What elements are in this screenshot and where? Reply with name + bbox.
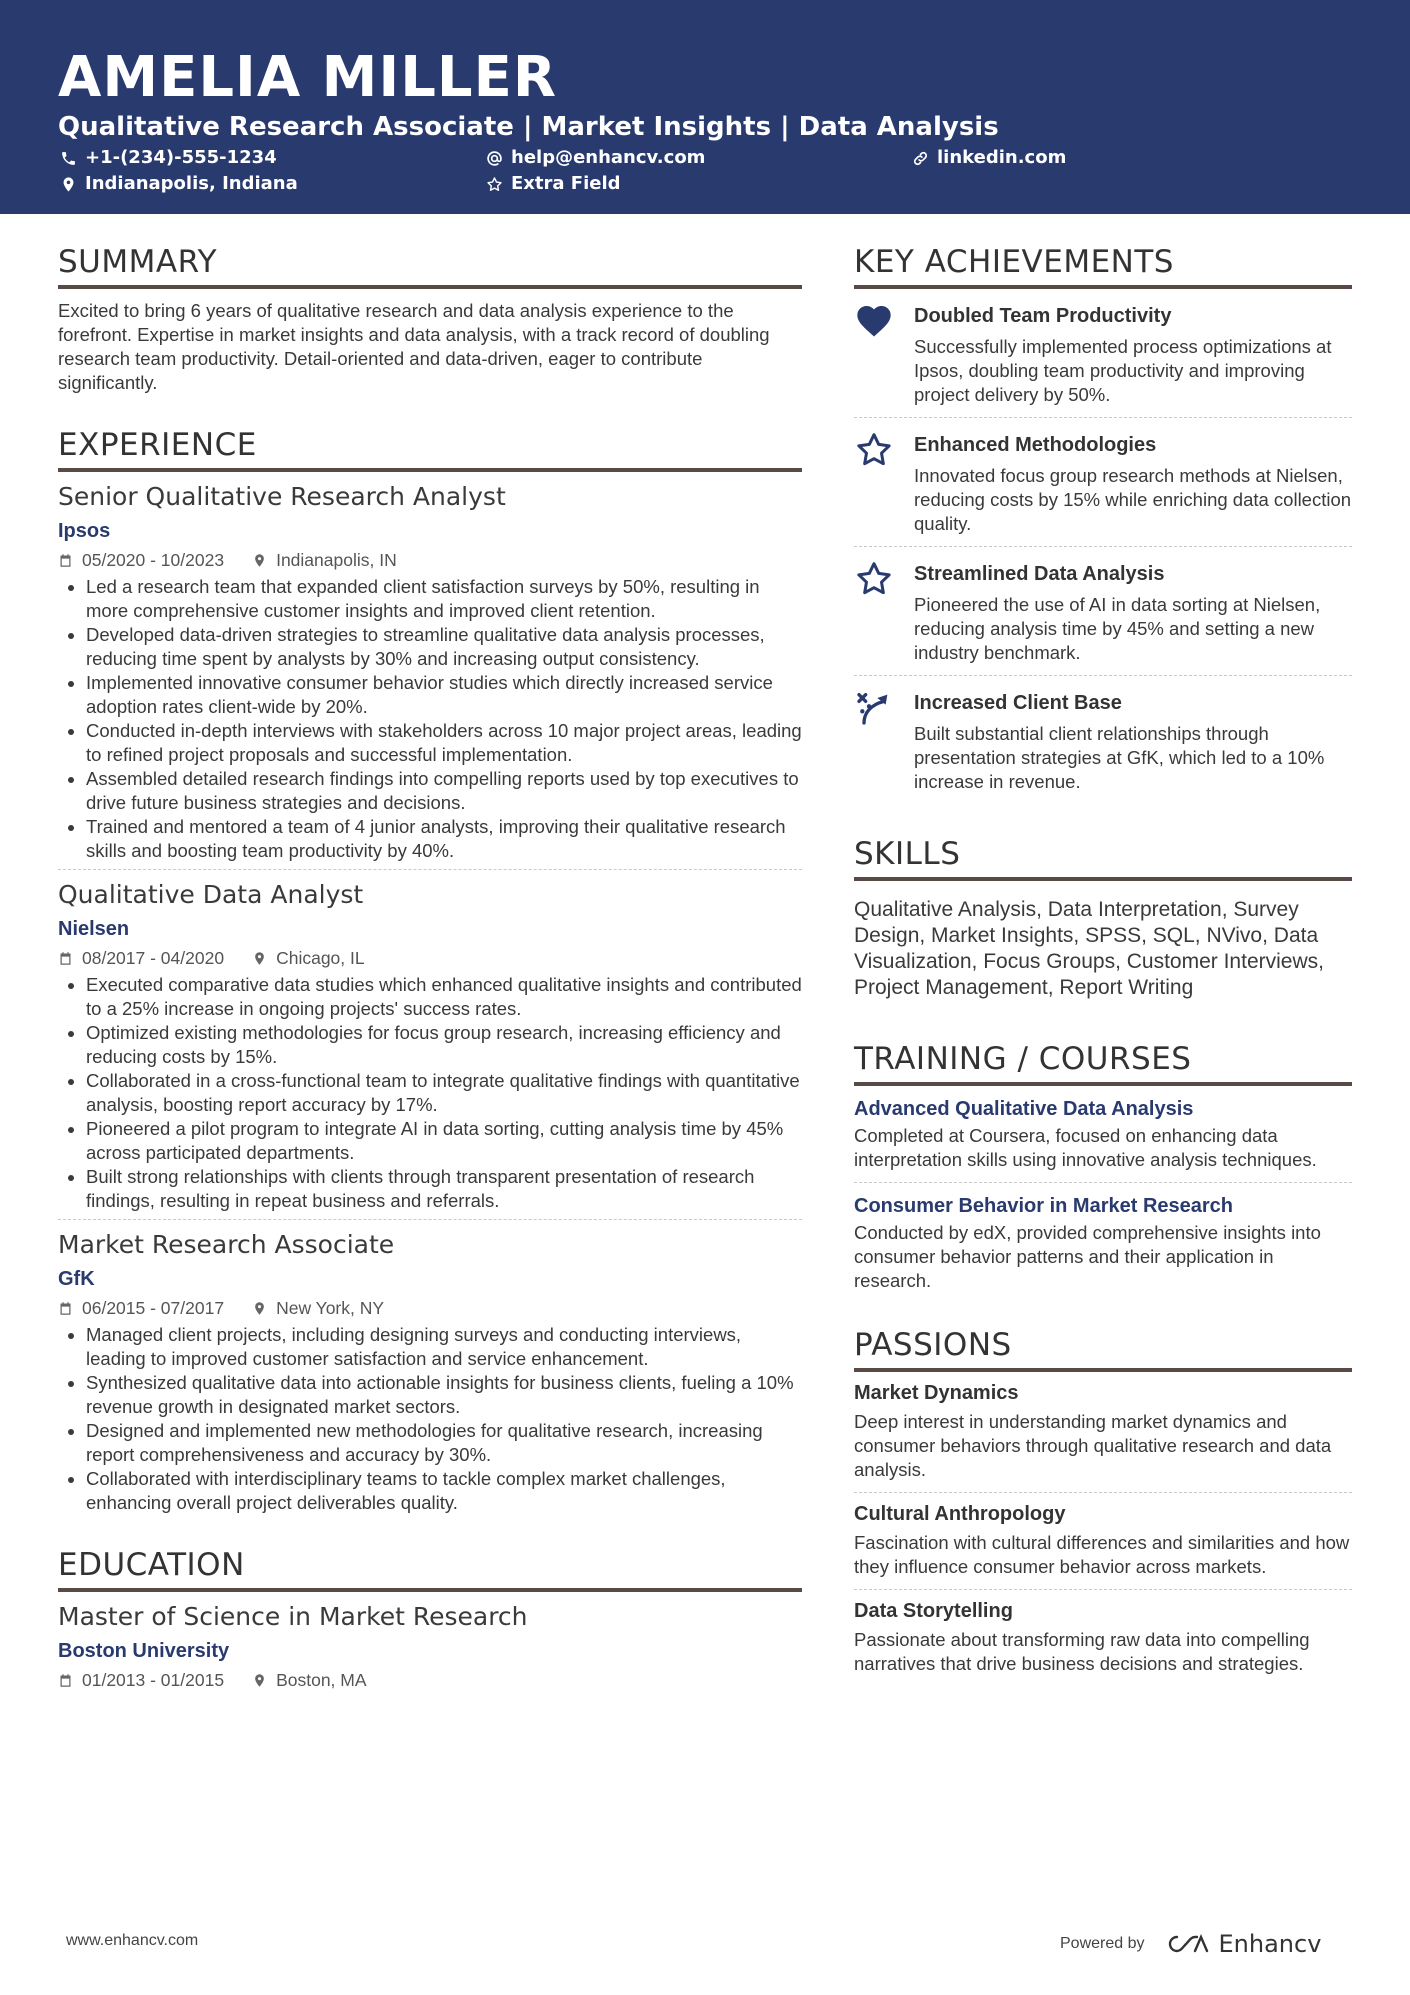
job-dates: 05/2020 - 10/2023 bbox=[82, 550, 225, 570]
job-bullets bbox=[58, 575, 802, 863]
phone-text: +1-(234)-555-1234 bbox=[85, 147, 277, 168]
company-name: GfK bbox=[58, 1268, 95, 1290]
link-icon bbox=[912, 150, 929, 167]
left-column bbox=[58, 240, 802, 1693]
resume-header bbox=[0, 0, 1410, 214]
education-location-text: Boston, MA bbox=[276, 1670, 367, 1690]
company-name: Nielsen bbox=[58, 918, 130, 940]
job-bullet: • Developed data-driven strategies to streamline qualitative data analysis processes, reducing time spent by analysts by 30% and increasing output consistency. bbox=[86, 623, 802, 671]
contact-email[interactable] bbox=[486, 146, 705, 170]
achievement-title: Doubled Team Productivity bbox=[914, 305, 1172, 327]
email-text[interactable]: help@enhancv.com bbox=[511, 147, 706, 168]
achievement-item bbox=[854, 546, 1352, 675]
job-title: Qualitative Data Analyst bbox=[58, 880, 364, 909]
achievement-title: Streamlined Data Analysis bbox=[914, 563, 1165, 585]
passion-title: Market Dynamics bbox=[854, 1382, 1019, 1404]
enhancv-logo-icon bbox=[1165, 1932, 1211, 1956]
strategy-icon bbox=[854, 688, 894, 728]
candidate-name: AMELIA MILLER bbox=[58, 45, 557, 110]
calendar-icon bbox=[58, 1301, 73, 1316]
contact-extra bbox=[486, 172, 621, 196]
achievement-desc: Built substantial client relationships through presentation strategies at GfK, which led to a 10% increase in revenue. bbox=[914, 723, 1325, 792]
job-location bbox=[252, 1295, 384, 1321]
location-pin-icon bbox=[60, 176, 77, 193]
education-section bbox=[58, 1543, 802, 1693]
footer-website[interactable]: www.enhancv.com bbox=[66, 1932, 199, 1949]
passion-desc: Passionate about transforming raw data into compelling narratives that drive business decisions and strategies. bbox=[854, 1629, 1310, 1674]
job-meta bbox=[58, 945, 802, 971]
passions-heading: PASSIONS bbox=[854, 1323, 1352, 1372]
course-item bbox=[854, 1182, 1352, 1303]
training-heading: TRAINING / COURSES bbox=[854, 1037, 1352, 1086]
course-title: Advanced Qualitative Data Analysis bbox=[854, 1098, 1194, 1120]
calendar-icon bbox=[58, 553, 73, 568]
passions-section bbox=[854, 1323, 1352, 1686]
job-dates: 08/2017 - 04/2020 bbox=[82, 948, 225, 968]
passion-title: Data Storytelling bbox=[854, 1600, 1013, 1622]
job-title: Senior Qualitative Research Analyst bbox=[58, 482, 506, 511]
enhancv-logo[interactable] bbox=[1165, 1930, 1322, 1958]
job-meta bbox=[58, 547, 802, 573]
passion-desc: Fascination with cultural differences and similarities and how they influence consumer behavior across markets. bbox=[854, 1532, 1350, 1577]
summary-section bbox=[58, 240, 802, 395]
location-pin-icon bbox=[252, 1301, 267, 1316]
job-bullets bbox=[58, 973, 802, 1213]
experience-section bbox=[58, 423, 802, 1515]
course-title: Consumer Behavior in Market Research bbox=[854, 1195, 1234, 1217]
skills-heading: SKILLS bbox=[854, 832, 1352, 881]
job-entry bbox=[58, 1219, 802, 1515]
achievement-desc: Pioneered the use of AI in data sorting at Nielsen, reducing analysis time by 45% and setting a new industry benchmark. bbox=[914, 594, 1321, 663]
job-dates: 06/2015 - 07/2017 bbox=[82, 1298, 225, 1318]
job-location bbox=[252, 945, 365, 971]
job-bullet: • Conducted in-depth interviews with stakeholders across 10 major project areas, leading to refined project proposals and successful implementation. bbox=[86, 719, 802, 767]
contact-linkedin[interactable] bbox=[912, 146, 1066, 170]
job-bullet: • Pioneered a pilot program to integrate AI in data sorting, cutting analysis time by 45% across participated departments. bbox=[86, 1117, 802, 1165]
achievement-title: Increased Client Base bbox=[914, 692, 1122, 714]
training-section bbox=[854, 1037, 1352, 1303]
location-pin-icon bbox=[252, 553, 267, 568]
course-desc: Completed at Coursera, focused on enhancing data interpretation skills using innovative analysis techniques. bbox=[854, 1125, 1317, 1170]
calendar-icon bbox=[58, 1673, 73, 1688]
achievement-desc: Successfully implemented process optimizations at Ipsos, doubling team productivity and improving project delivery by 50%. bbox=[914, 336, 1332, 405]
right-column bbox=[854, 240, 1352, 1686]
education-heading: EDUCATION bbox=[58, 1543, 802, 1592]
achievement-item bbox=[854, 289, 1352, 417]
job-bullet: • Managed client projects, including designing surveys and conducting interviews, leading to improved customer satisfaction and service enhancement. bbox=[86, 1323, 802, 1371]
job-bullet: • Collaborated with interdisciplinary teams to tackle complex market challenges, enhancing overall project deliverables quality. bbox=[86, 1467, 802, 1515]
job-bullet: • Synthesized qualitative data into actionable insights for business clients, fueling a 10% revenue growth in designated market sectors. bbox=[86, 1371, 802, 1419]
passion-desc: Deep interest in understanding market dynamics and consumer behaviors through qualitative research and data analysis. bbox=[854, 1411, 1332, 1480]
phone-icon bbox=[60, 150, 77, 167]
job-bullet: • Built strong relationships with clients through transparent presentation of research findings, resulting in repeat business and referrals. bbox=[86, 1165, 802, 1213]
location-pin-icon bbox=[252, 1673, 267, 1688]
contact-phone bbox=[60, 146, 277, 170]
achievement-title: Enhanced Methodologies bbox=[914, 434, 1157, 456]
course-item bbox=[854, 1086, 1352, 1182]
candidate-tagline: Qualitative Research Associate | Market Insights | Data Analysis bbox=[58, 112, 999, 142]
achievement-desc: Innovated focus group research methods at Nielsen, reducing costs by 15% while enriching data collection quality. bbox=[914, 465, 1352, 534]
education-meta bbox=[58, 1667, 802, 1693]
job-location-text: New York, NY bbox=[276, 1298, 385, 1318]
education-dates: 01/2013 - 01/2015 bbox=[82, 1670, 225, 1690]
job-location-text: Indianapolis, IN bbox=[276, 550, 397, 570]
job-bullet: • Implemented innovative consumer behavior studies which directly increased service adoption rates client-wide by 20%. bbox=[86, 671, 802, 719]
course-desc: Conducted by edX, provided comprehensive insights into consumer behavior patterns and their application in research. bbox=[854, 1222, 1321, 1291]
job-bullet: • Trained and mentored a team of 4 junior analysts, improving their qualitative research skills and boosting team productivity by 40%. bbox=[86, 815, 802, 863]
job-bullet: • Led a research team that expanded client satisfaction surveys by 50%, resulting in more comprehensive customer insights and improved client retention. bbox=[86, 575, 802, 623]
school-name: Boston University bbox=[58, 1640, 230, 1662]
job-meta bbox=[58, 1295, 802, 1321]
job-bullets bbox=[58, 1323, 802, 1515]
job-location-text: Chicago, IL bbox=[276, 948, 365, 968]
passion-item bbox=[854, 1492, 1352, 1589]
summary-heading: SUMMARY bbox=[58, 240, 802, 289]
company-name: Ipsos bbox=[58, 520, 111, 542]
job-location bbox=[252, 547, 397, 573]
job-entry bbox=[58, 472, 802, 863]
job-bullet: • Collaborated in a cross-functional team to integrate qualitative findings with quantitative analysis, boosting report accuracy by 17%. bbox=[86, 1069, 802, 1117]
job-bullet: • Executed comparative data studies which enhanced qualitative insights and contributed to a 25% increase in ongoing projects' success rates. bbox=[86, 973, 802, 1021]
skills-section bbox=[854, 832, 1352, 1001]
job-entry bbox=[58, 869, 802, 1213]
linkedin-text[interactable]: linkedin.com bbox=[937, 147, 1067, 168]
star-outline-icon bbox=[854, 559, 894, 599]
job-bullet: • Assembled detailed research findings into compelling reports used by top executives to drive future business strategies and decisions. bbox=[86, 767, 802, 815]
footer-branding bbox=[1060, 1930, 1321, 1958]
star-icon bbox=[486, 176, 503, 193]
powered-by-label: Powered by bbox=[1060, 1935, 1145, 1952]
location-pin-icon bbox=[252, 951, 267, 966]
summary-text: Excited to bring 6 years of qualitative research and data analysis experience to the forefront. Expertise in market insights and data analysis, with a track record of doubling research team productivity. Detail-oriented and data-driven, eager to contribute significantly. bbox=[58, 300, 770, 393]
star-outline-icon bbox=[854, 430, 894, 470]
extra-text: Extra Field bbox=[511, 173, 621, 194]
passion-item bbox=[854, 1589, 1352, 1686]
achievement-item bbox=[854, 675, 1352, 804]
skills-text: Qualitative Analysis, Data Interpretation, Survey Design, Market Insights, SPSS, SQL, NVivo, Data Visualization, Focus Groups, Customer Interviews, Project Management, Report Writing bbox=[854, 898, 1324, 999]
achievements-section bbox=[854, 240, 1352, 804]
experience-heading: EXPERIENCE bbox=[58, 423, 802, 472]
degree-title: Master of Science in Market Research bbox=[58, 1602, 528, 1631]
contact-location bbox=[60, 172, 298, 196]
passion-item bbox=[854, 1372, 1352, 1492]
achievements-heading: KEY ACHIEVEMENTS bbox=[854, 240, 1352, 289]
achievement-item bbox=[854, 417, 1352, 546]
job-title: Market Research Associate bbox=[58, 1230, 395, 1259]
passion-title: Cultural Anthropology bbox=[854, 1503, 1066, 1525]
at-icon bbox=[486, 150, 503, 167]
brand-name: Enhancv bbox=[1218, 1930, 1322, 1958]
education-entry bbox=[58, 1592, 802, 1693]
job-bullet: • Optimized existing methodologies for focus group research, increasing efficiency and reducing costs by 15%. bbox=[86, 1021, 802, 1069]
heart-icon bbox=[854, 301, 894, 341]
education-location bbox=[252, 1667, 366, 1693]
location-text: Indianapolis, Indiana bbox=[85, 173, 298, 194]
calendar-icon bbox=[58, 951, 73, 966]
job-bullet: • Designed and implemented new methodologies for qualitative research, increasing report comprehensiveness and accuracy by 30%. bbox=[86, 1419, 802, 1467]
